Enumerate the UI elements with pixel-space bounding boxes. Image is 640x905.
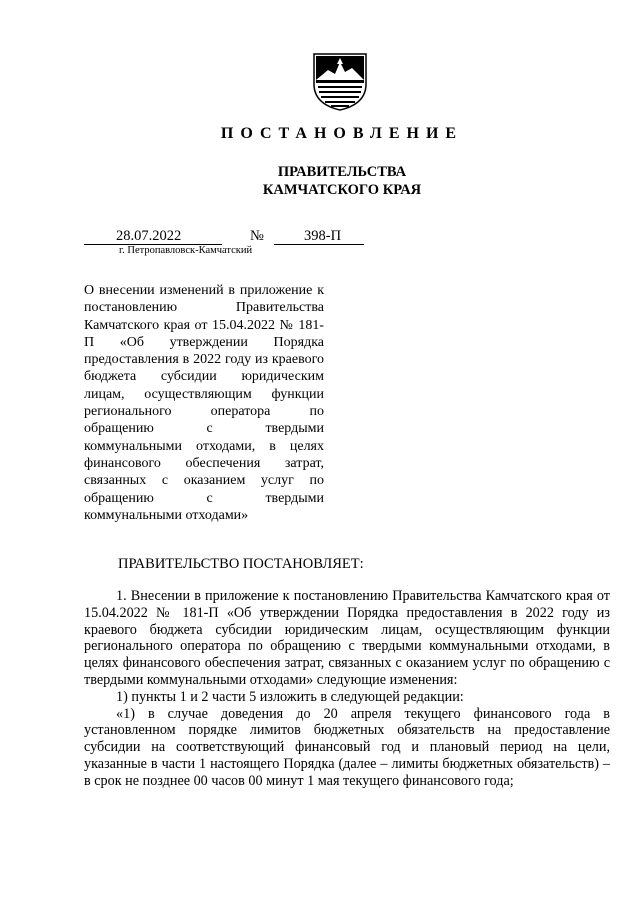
paragraph: 1) пункты 1 и 2 части 5 изложить в следующей редакции:: [116, 688, 464, 705]
document-date: 28.07.2022: [116, 228, 182, 244]
city-label: г. Петропавловск-Камчатский: [119, 245, 253, 256]
coat-of-arms-icon: [308, 50, 372, 112]
number-sign: №: [250, 228, 264, 244]
issuer-line-2: КАМЧАТСКОГО КРАЯ: [262, 182, 422, 198]
issuer-line-1: ПРАВИТЕЛЬСТВА: [277, 164, 407, 180]
issuer-block: [0, 163, 640, 199]
number-underline: [274, 244, 364, 245]
document-title: ПОСТАНОВЛЕНИЕ: [220, 125, 464, 142]
date-number-line: [84, 228, 364, 244]
decree-heading: ПРАВИТЕЛЬСТВО ПОСТАНОВЛЯЕТ:: [118, 556, 364, 572]
document-number: 398-П: [304, 228, 342, 244]
document-subject: О внесении изменений в приложение к постановлению Правительства Камчатского края от 15.04.2022 № 181-П «Об утверждении Порядка предоставления в 2022 году из краевого бюджета субсидии юридическим лицам, осуществляющим функции регионального оператора по обращению с твердыми коммунальными отходами, в целях финансового обеспечения затрат, связанных с оказанием услуг по обращению с твердыми коммунальными отходами»: [84, 283, 324, 523]
paragraph: «1) в случае доведения до 20 апреля текущего финансового года в установленном порядке лимитов бюджетных обязательств на предоставление субсидии на соответствующий финансовый год и плановый период на цели, указанные в части 1 настоящего Порядка (далее – лимиты бюджетных обязательств) – в срок не позднее 00 часов 00 минут 1 мая текущего финансового года;: [84, 705, 610, 789]
document-body: [84, 588, 610, 790]
paragraph: 1. Внесении в приложение к постановлению Правительства Камчатского края от 15.04.2022 № 181-П «Об утверждении Порядка предоставления в 2022 году из краевого бюджета субсидии юридическим лицам, осуществляющим функции регионального оператора по обращению с твердыми коммунальными отходами, в целях финансового обеспечения затрат, связанных с оказанием услуг по обращению с твердыми коммунальными отходами» следующие изменения:: [84, 588, 610, 688]
